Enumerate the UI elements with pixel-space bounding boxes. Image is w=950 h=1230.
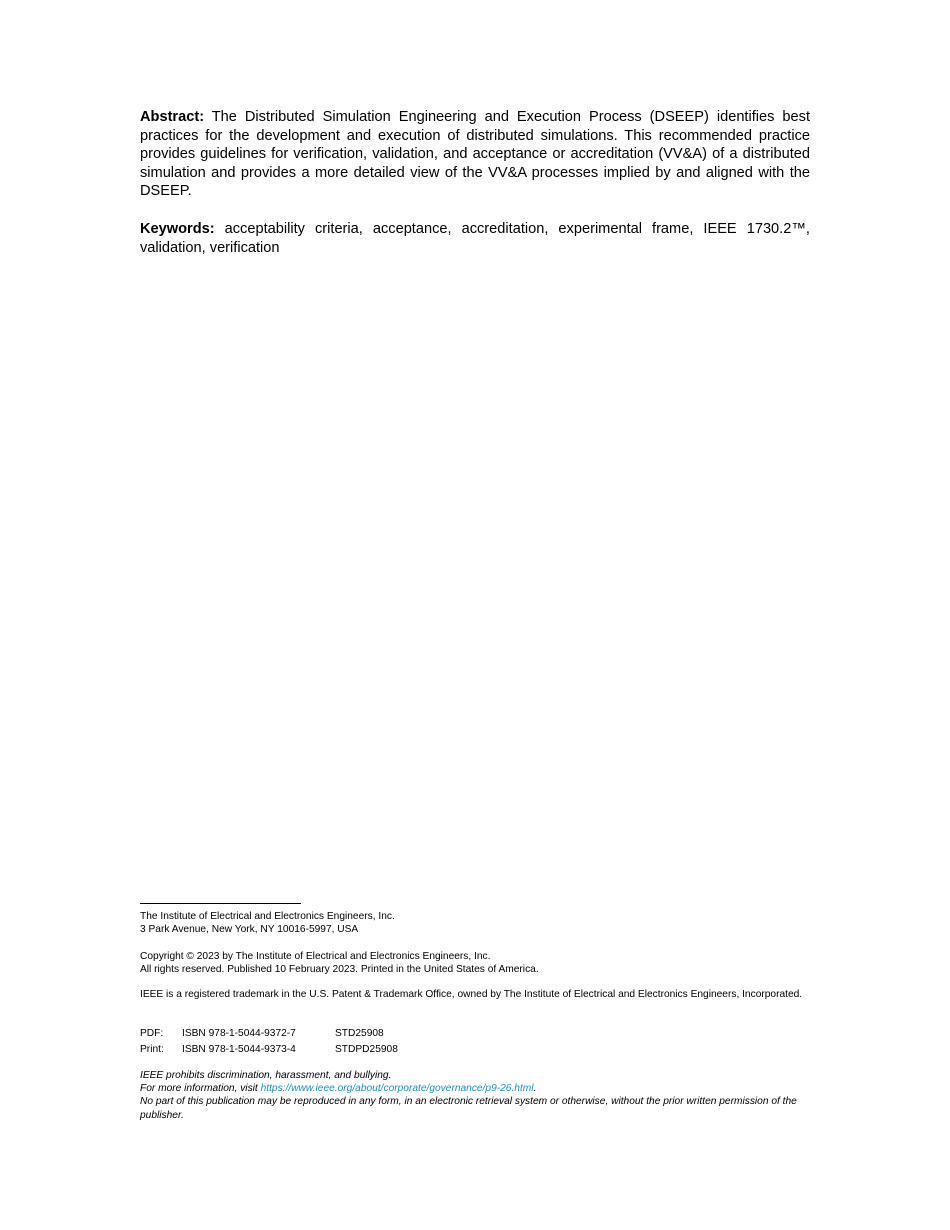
- publisher-block: [140, 910, 820, 936]
- publisher-name: The Institute of Electrical and Electronics Engineers, Inc.: [140, 911, 395, 922]
- isbn-number: ISBN 978-1-5044-9372-7: [182, 1028, 296, 1039]
- governance-link[interactable]: https://www.ieee.org/about/corporate/governance/p9-26.html: [260, 1083, 534, 1095]
- isbn-number: ISBN 978-1-5044-9373-4: [182, 1044, 296, 1055]
- abstract-label: Abstract:: [140, 109, 205, 125]
- trademark-text: IEEE is a registered trademark in the U.S. Patent & Trademark Office, owned by The Institute of Electrical and Electronics Engineers, Incorporated.: [140, 989, 803, 1000]
- copyright-line: Copyright © 2023 by The Institute of Electrical and Electronics Engineers, Inc.: [140, 951, 491, 962]
- more-info-suffix: .: [533, 1083, 537, 1095]
- keywords-label: Keywords:: [140, 221, 215, 237]
- notice-block: [140, 1069, 814, 1122]
- footnote-divider: [140, 903, 301, 904]
- isbn-std-code: STD25908: [335, 1028, 384, 1039]
- isbn-format-label: Print:: [140, 1044, 164, 1055]
- copyright-block: [140, 950, 820, 976]
- anti-harassment-line: IEEE prohibits discrimination, harassment, and bullying.: [140, 1070, 392, 1081]
- more-info-line: [140, 1082, 814, 1095]
- rights-line: All rights reserved. Published 10 February 2023. Printed in the United States of America.: [140, 964, 539, 976]
- isbn-std-code: STDPD25908: [335, 1044, 398, 1055]
- more-info-prefix: For more information, visit: [140, 1083, 261, 1095]
- keywords-paragraph: [140, 220, 810, 257]
- trademark-block: [140, 988, 812, 1001]
- isbn-format-label: PDF:: [140, 1028, 164, 1039]
- abstract-text: The Distributed Simulation Engineering and Execution Process (DSEEP) identifies best practices for the development and execution of distributed simulations. This recommended practice provides guidelines for verification, validation, and acceptance or accreditation (VV&A) of a distributed simulation and provides a more detailed view of the VV&A processes implied by and aligned with the DSEEP.: [140, 109, 810, 200]
- reproduction-notice: No part of this publication may be reproduced in any form, in an electronic retrieval system or otherwise, without the prior written permission of the publisher.: [140, 1096, 797, 1121]
- keywords-text: acceptability criteria, acceptance, accreditation, experimental frame, IEEE 1730.2™, validation, verification: [140, 221, 810, 256]
- publisher-address: 3 Park Avenue, New York, NY 10016-5997, USA: [140, 924, 359, 936]
- abstract-paragraph: [140, 108, 810, 201]
